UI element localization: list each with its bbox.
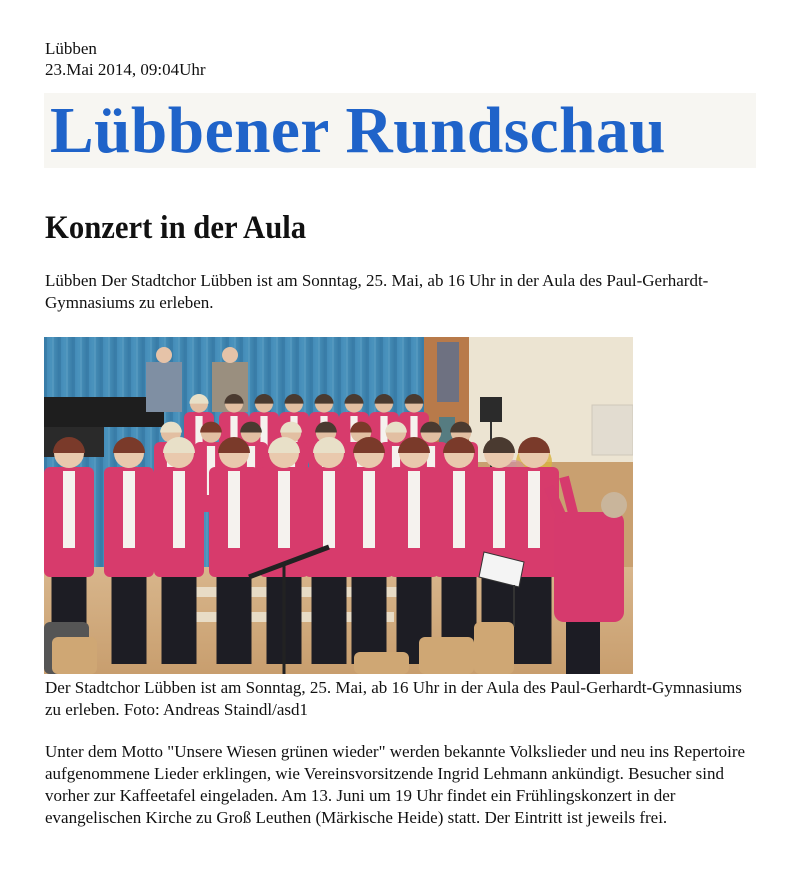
singer-shirt [408, 471, 420, 548]
singer-shirt [123, 471, 135, 548]
singer-trousers [517, 577, 552, 664]
article-headline: Konzert in der Aula [45, 210, 307, 246]
singer-trousers [162, 577, 197, 664]
article-body: Unter dem Motto "Unsere Wiesen grünen wieder" werden bekannte Volkslieder und neu ins Repertoire aufgenommene Lieder erklingen, wie Vereinsvorsitzende Ingrid Lehmann ankündigt. Besucher sind vorher zur Kaffeetafel eingeladen. Am 13. Juni um 19 Uhr findet ein Frühlingskonzert in der evangelischen Kirche zu Groß Leuthen (Märkische Heide) statt. Der Eintritt ist jeweils frei. [45, 742, 746, 827]
choir-photo-illustration [44, 337, 633, 674]
article-location: Lübben [45, 39, 97, 58]
singer-trousers [217, 577, 252, 664]
singer-shirt [323, 471, 335, 548]
singer-shirt [528, 471, 540, 548]
masthead-logo-text: Lübbener Rundschau [50, 94, 666, 167]
article-meta [45, 38, 206, 80]
singer-shirt [173, 471, 185, 548]
singer-trousers [112, 577, 147, 664]
singer-shirt [363, 471, 375, 548]
singer-trousers [352, 577, 387, 664]
singer-trousers [312, 577, 347, 664]
article-datetime: 23.Mai 2014, 09:04Uhr [45, 60, 206, 79]
newspaper-masthead [44, 93, 756, 168]
singer-shirt [228, 471, 240, 548]
photo-caption: Der Stadtchor Lübben ist am Sonntag, 25. Mai, ab 16 Uhr in der Aula des Paul-Gerhardt-Gymnasiums zu erleben. Foto: Andreas Staindl/asd1 [45, 678, 742, 719]
speaker [480, 397, 502, 422]
singer-shirt [63, 471, 75, 548]
choir-photo [44, 337, 633, 674]
singer-shirt [493, 471, 505, 548]
singer-shirt [278, 471, 290, 548]
singer-shirt [453, 471, 465, 548]
article-lead: Lübben Der Stadtchor Lübben ist am Sonntag, 25. Mai, ab 16 Uhr in der Aula des Paul-Gerhardt-Gymnasiums zu erleben. [45, 271, 709, 312]
